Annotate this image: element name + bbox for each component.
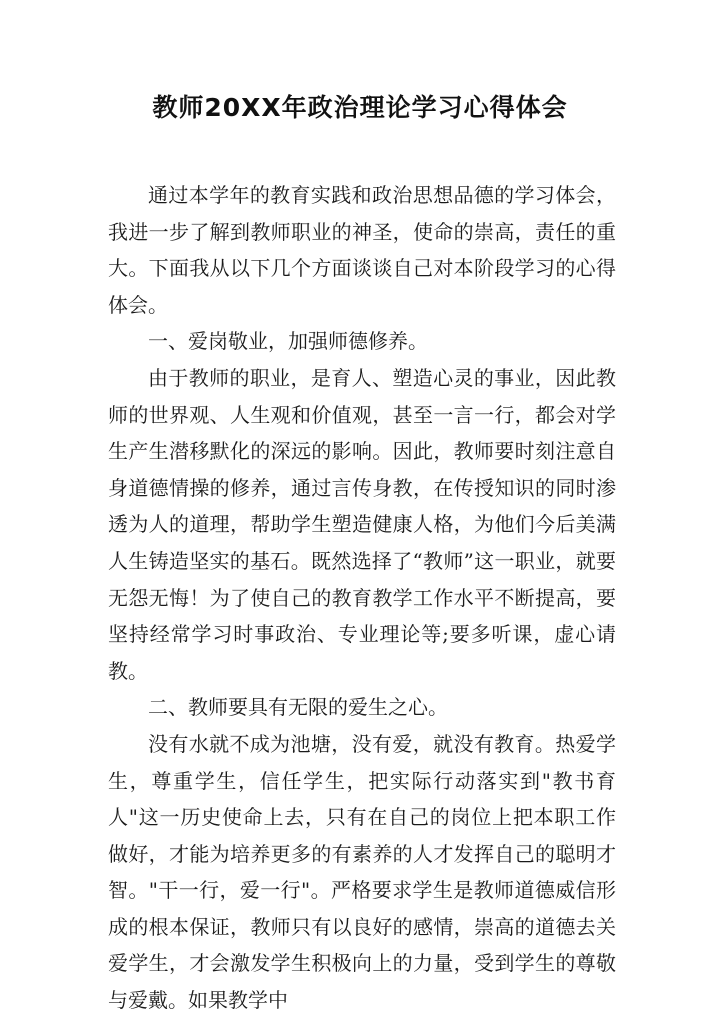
paragraph-section-1: 由于教师的职业，是育人、塑造心灵的事业，因此教师的世界观、人生观和价值观，甚至一言一行，都会对学生产生潜移默化的深远的影响。因此，教师要时刻注意自身道德情操的修养，通过言传身教，在传授知识的同时渗透为人的道理，帮助学生塑造健康人格，为他们今后美满人生铸造坚实的基石。既然选择了“教师”这一职业，就要无怨无悔！为了使自己的教育教学工作水平不断提高，要坚持经常学习时事政治、专业理论等;要多听课，虚心请教。	[108, 365, 616, 683]
document-body	[108, 177, 616, 1019]
document-title: 教师20XX年政治理论学习心得体会	[152, 93, 568, 122]
paragraph-intro: 通过本学年的教育实践和政治思想品德的学习体会，我进一步了解到教师职业的神圣，使命的崇高，责任的重大。下面我从以下几个方面谈谈自己对本阶段学习的心得体会。	[108, 183, 616, 317]
section-heading-2: 二、教师要具有无限的爱生之心。	[148, 695, 448, 720]
paragraph-section-2: 没有水就不成为池塘，没有爱，就没有教育。热爱学生，尊重学生，信任学生，把实际行动落实到"教书育人"这一历史使命上去，只有在自己的岗位上把本职工作做好，才能为培养更多的有素养的人才发挥自己的聪明才智。"干一行，爱一行"。严格要求学生是教师道德威信形成的根本保证，教师只有以良好的感情，崇高的道德去关爱学生，才会激发学生积极向上的力量，受到学生的尊敬与爱戴。如果教学中	[108, 731, 616, 1013]
section-heading-1: 一、爱岗敬业，加强师德修养。	[148, 329, 428, 354]
